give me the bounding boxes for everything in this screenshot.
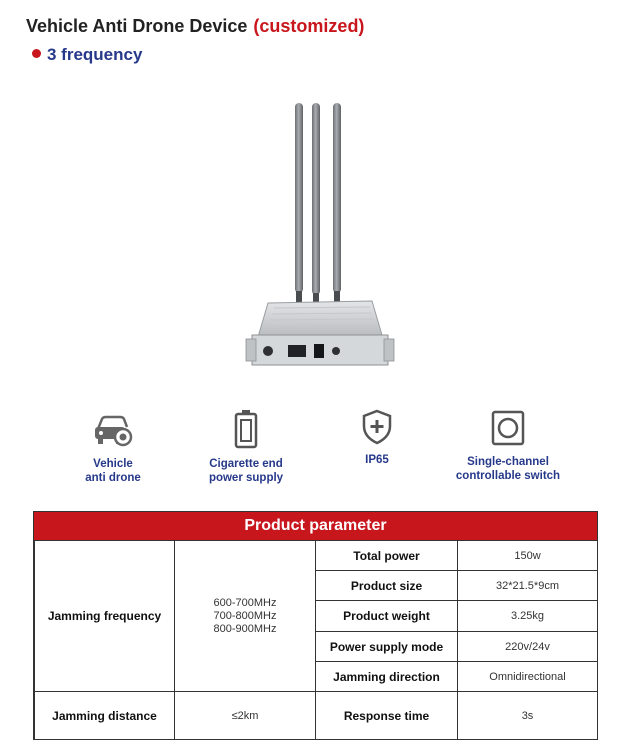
battery-icon xyxy=(234,409,258,449)
feature-line1: IP65 xyxy=(365,454,389,466)
spec-label: Product size xyxy=(316,571,458,601)
car-icon xyxy=(92,411,134,449)
parameter-grid xyxy=(34,540,598,740)
feature-single-channel-switch xyxy=(443,402,573,483)
jamming-frequency-label: Jamming frequency xyxy=(35,541,175,692)
response-time-label: Response time xyxy=(316,692,458,740)
feature-line2: anti drone xyxy=(85,472,141,484)
subtitle-text: 3 frequency xyxy=(47,45,143,64)
spec-label: Power supply mode xyxy=(316,632,458,662)
jamming-distance-value: ≤2km xyxy=(175,692,316,740)
spec-label: Jamming direction xyxy=(316,662,458,692)
table-heading: Product parameter xyxy=(34,512,597,540)
jamming-distance-label: Jamming distance xyxy=(35,692,175,740)
title-accent: (customized) xyxy=(253,16,365,36)
shield-plus-icon xyxy=(361,409,393,445)
table-row xyxy=(35,541,598,571)
frequency-band: 600-700MHz xyxy=(213,596,277,609)
feature-line2: controllable switch xyxy=(455,470,561,482)
jamming-frequency-values xyxy=(175,541,316,692)
spec-value: Omnidirectional xyxy=(458,662,598,692)
frequency-band: 800-900MHz xyxy=(213,622,277,635)
product-parameter-table xyxy=(33,511,598,740)
antenna-left xyxy=(295,103,303,303)
antenna-middle xyxy=(312,103,320,305)
feature-line1: Cigarette end xyxy=(209,458,283,470)
response-time-value: 3s xyxy=(458,692,598,740)
feature-line2: power supply xyxy=(208,472,284,484)
feature-ip65 xyxy=(312,400,442,467)
spec-label: Product weight xyxy=(316,601,458,632)
subtitle xyxy=(32,45,142,65)
spec-label: Total power xyxy=(316,541,458,571)
table-row xyxy=(35,692,598,740)
device-image xyxy=(240,95,400,375)
feature-line1: Single-channel xyxy=(467,456,549,468)
spec-value: 150w xyxy=(458,541,598,571)
feature-vehicle-anti-drone xyxy=(48,404,178,485)
spec-value: 220v/24v xyxy=(458,632,598,662)
spec-value: 32*21.5*9cm xyxy=(458,571,598,601)
title-text: Vehicle Anti Drone Device xyxy=(26,16,248,36)
switch-icon xyxy=(490,409,526,447)
page-title xyxy=(26,16,364,37)
frequency-band: 700-800MHz xyxy=(213,609,277,622)
feature-cigarette-power xyxy=(181,404,311,485)
bullet-dot-icon xyxy=(32,49,41,58)
feature-line1: Vehicle xyxy=(93,458,133,470)
antenna-right xyxy=(333,103,341,303)
spec-value: 3.25kg xyxy=(458,601,598,632)
